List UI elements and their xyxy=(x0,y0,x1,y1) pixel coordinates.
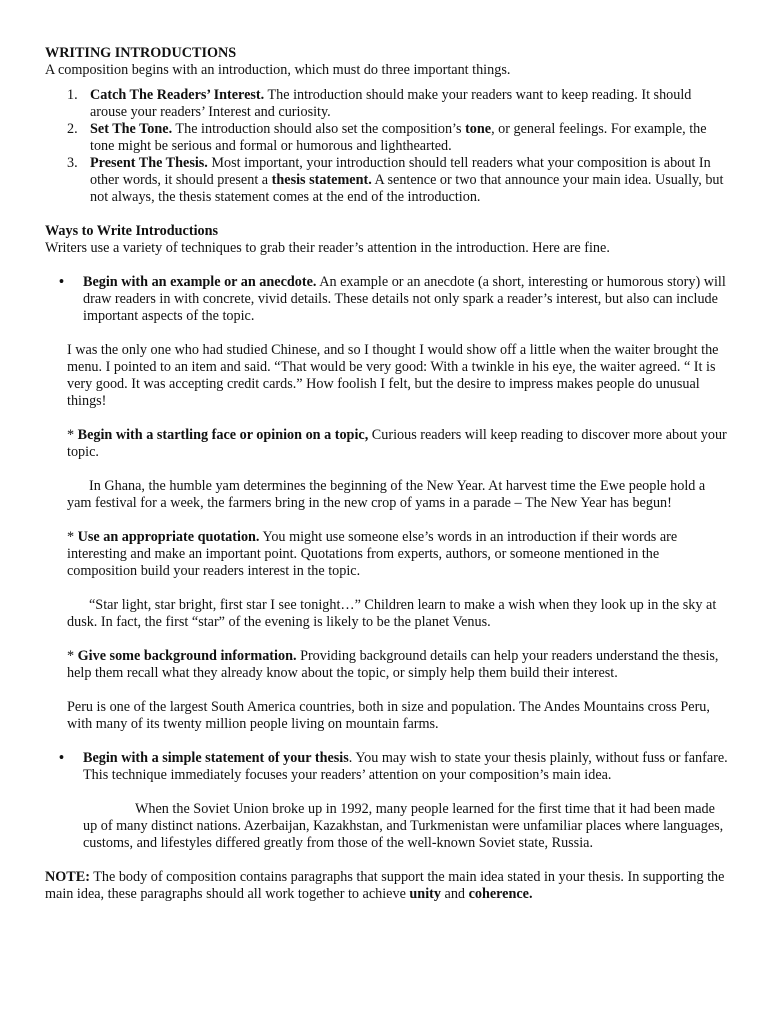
list-number: 2. xyxy=(67,121,78,137)
bullet-icon: • xyxy=(59,750,64,766)
three-things-list xyxy=(45,87,730,206)
example-paragraph: When the Soviet Union broke up in 1992, many people learned for the first time that it had been made up of many distinct nations. Azerbaijan, Kazakhstan, and Turkmenistan were unfamiliar places where languages, customs, and lifestyles differed greatly from those of the well-known Soviet state, Russia. xyxy=(83,801,724,851)
list-item-title: Set The Tone. xyxy=(90,121,173,137)
section-heading: Ways to Write Introductions xyxy=(45,223,219,239)
technique-list xyxy=(45,750,730,784)
technique-title: Give some background information. xyxy=(77,648,297,664)
list-item-keyword: tone xyxy=(465,121,492,137)
technique-item xyxy=(45,274,730,325)
list-number: 3. xyxy=(67,155,78,171)
technique-text: Curious readers will keep reading to discover more about your topic. xyxy=(67,427,727,460)
list-item-title: Present The Thesis. xyxy=(90,155,208,171)
example-paragraph: Peru is one of the largest South America countries, both in size and population. The Andes Mountains cross Peru, with many of its twenty million people living on mountain farms. xyxy=(67,699,710,732)
asterisk-marker: * xyxy=(67,648,78,664)
asterisk-marker: * xyxy=(67,529,78,545)
list-item-text: A sentence or two that announce your main idea. Usually, but not always, the thesis statement comes at the end of the introduction. xyxy=(90,172,724,205)
intro-paragraph: A composition begins with an introduction, which must do three important things. xyxy=(45,62,511,78)
technique-title: Begin with a startling face or opinion on a topic, xyxy=(77,427,369,443)
document-page xyxy=(45,45,730,903)
list-item xyxy=(45,155,730,206)
list-item xyxy=(45,87,730,121)
list-item xyxy=(45,121,730,155)
technique-title: Begin with an example or an anecdote. xyxy=(83,274,317,290)
bullet-icon: • xyxy=(59,274,64,290)
note-paragraph xyxy=(45,869,730,903)
technique-paragraph xyxy=(45,427,730,461)
list-item-title: Catch The Readers’ Interest. xyxy=(90,87,265,103)
list-number: 1. xyxy=(67,87,78,103)
list-item-text: , or general feelings. For example, the tone might be serious and formal or humorous and lighthearted. xyxy=(90,121,707,154)
section-intro: Writers use a variety of techniques to grab their reader’s attention in the introduction. Here are fine. xyxy=(45,240,610,256)
document-heading: WRITING INTRODUCTIONS xyxy=(45,45,237,61)
note-label: NOTE: xyxy=(45,869,90,885)
list-item-text: The introduction should make your readers want to keep reading. It should arouse your readers’ Interest and curiosity. xyxy=(90,87,692,120)
asterisk-marker: * xyxy=(67,427,78,443)
example-paragraph: I was the only one who had studied Chinese, and so I thought I would show off a little when the waiter brought the menu. I pointed to an item and said. “That would be very good: With a twinkle in his eye, the waiter agreed. “ It is very good. It was accepting credit cards.” How foolish I felt, but the desire to impress makes people do unusual things! xyxy=(67,342,719,409)
technique-title: Begin with a simple statement of your thesis xyxy=(83,750,349,766)
technique-paragraph xyxy=(45,648,730,682)
technique-text: You might use someone else’s words in an introduction if their words are interesting and make an important point. Quotations from experts, authors, or someone mentioned in the composition build your readers interest in the topic. xyxy=(67,529,678,579)
list-item-text: Most important, your introduction should tell readers what your composition is about In other words, it should present a xyxy=(90,155,711,188)
note-keyword: unity xyxy=(409,886,441,902)
technique-text: Providing background details can help your readers understand the thesis, help them recall what they already know about the topic, or simply help them build their interest. xyxy=(67,648,719,681)
technique-paragraph xyxy=(45,529,730,580)
list-item-text: The introduction should also set the composition’s xyxy=(172,121,466,137)
technique-text: An example or an anecdote (a short, interesting or humorous story) will draw readers in with concrete, vivid details. These details not only spark a reader’s interest, but also can include important aspects of the topic. xyxy=(83,274,726,324)
technique-text: . You may wish to state your thesis plainly, without fuss or fanfare. This technique immediately focuses your readers’ attention on your composition’s main idea. xyxy=(83,750,728,783)
technique-list xyxy=(45,274,730,325)
technique-title: Use an appropriate quotation. xyxy=(77,529,260,545)
technique-item xyxy=(45,750,730,784)
note-keyword: coherence. xyxy=(468,886,533,902)
example-paragraph: “Star light, star bright, first star I see tonight…” Children learn to make a wish when they look up in the sky at dusk. In fact, the first “star” of the evening is likely to be the planet Venus. xyxy=(67,597,717,630)
list-item-keyword: thesis statement. xyxy=(271,172,372,188)
note-text: and xyxy=(440,886,469,902)
note-text: The body of composition contains paragraphs that support the main idea stated in your thesis. In supporting the main idea, these paragraphs should all work together to achieve xyxy=(45,869,725,902)
example-paragraph: In Ghana, the humble yam determines the beginning of the New Year. At harvest time the Ewe people hold a yam festival for a week, the farmers bring in the new crop of yams in a parade – The New Year has begun! xyxy=(67,478,706,511)
